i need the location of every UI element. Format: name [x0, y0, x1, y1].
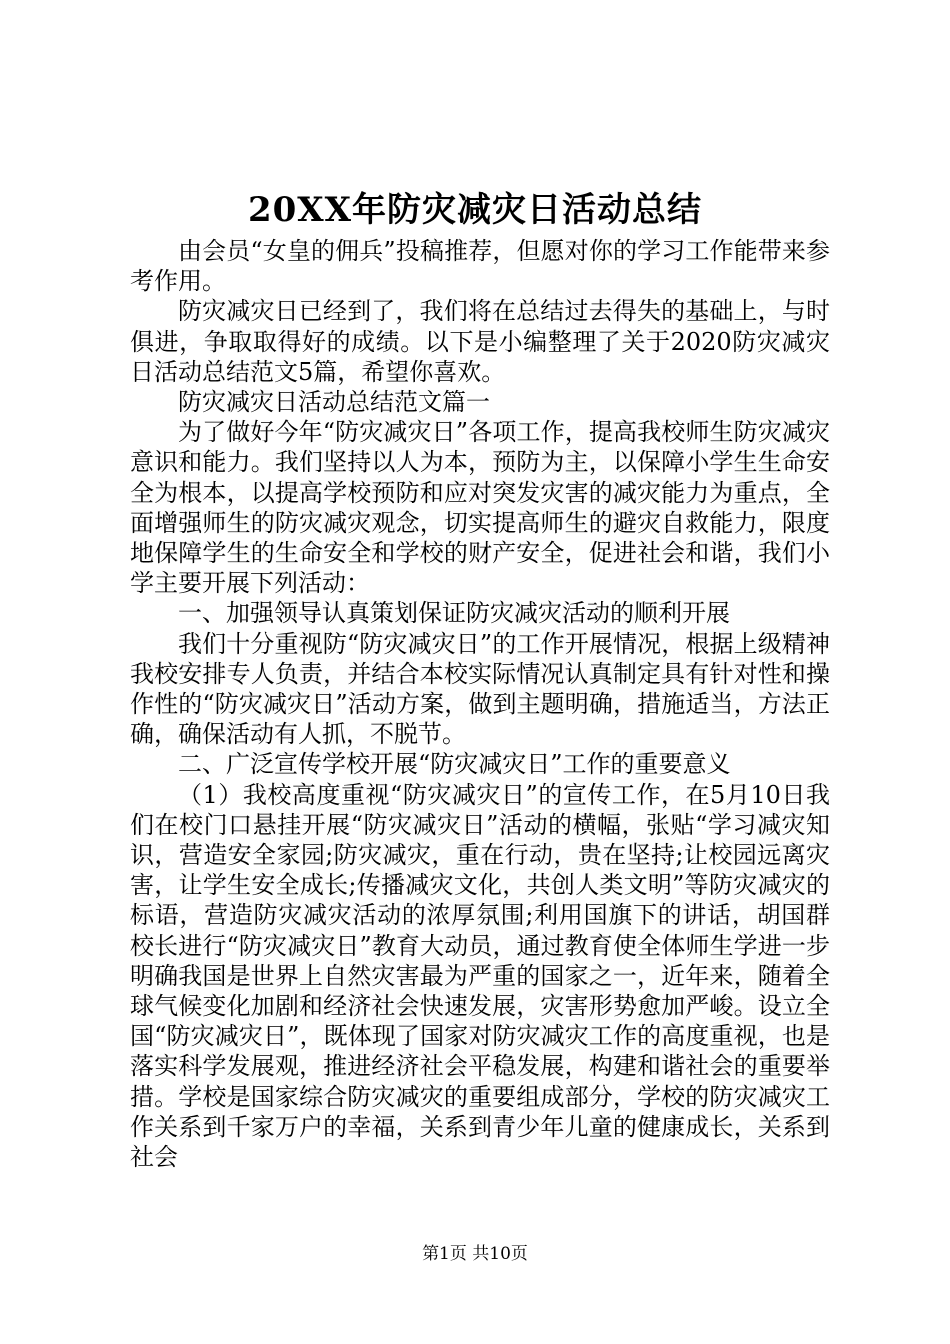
paragraph-preface: 防灾减灾日已经到了，我们将在总结过去得失的基础上，与时俱进，争取取得好的成绩。以下是小编整理了关于2020防灾减灾日活动总结范文5篇，希望你喜欢。: [130, 297, 830, 386]
paragraph-intro: 由会员“女皇的佣兵”投稿推荐，但愿对你的学习工作能带来参考作用。: [130, 237, 830, 296]
page-number: 第1页: [422, 1244, 467, 1264]
section-heading-sample-one: 防灾减灾日活动总结范文篇一: [178, 388, 490, 417]
section-heading-publicity: 二、广泛宣传学校开展“防灾减灾日”工作的重要意义: [178, 750, 731, 779]
document-body: [130, 236, 830, 1172]
document-title: 20XX年防灾减灾日活动总结: [247, 190, 703, 230]
page-total: 共10页: [472, 1244, 528, 1264]
page-footer: [0, 1242, 950, 1266]
paragraph-goals: 为了做好今年“防灾减灾日”各项工作，提高我校师生防灾减灾意识和能力。我们坚持以人为本，预防为主，以保障小学生生命安全为根本，以提高学校预防和应对突发灾害的减灾能力为重点，全面增强师生的防灾减灾观念，切实提高师生的避灾自救能力，限度地保障学生的生命安全和学校的财产安全，促进社会和谐，我们小学主要开展下列活动：: [130, 418, 830, 598]
paragraph-leadership: 我们十分重视防“防灾减灾日”的工作开展情况，根据上级精神我校安排专人负责，并结合本校实际情况认真制定具有针对性和操作性的“防灾减灾日”活动方案，做到主题明确，措施适当，方法正确，确保活动有人抓，不脱节。: [130, 629, 830, 749]
section-heading-leadership: 一、加强领导认真策划保证防灾减灾活动的顺利开展: [178, 599, 730, 628]
paragraph-publicity: （1）我校高度重视“防灾减灾日”的宣传工作，在5月10日我们在校门口悬挂开展“防灾减灾日”活动的横幅，张贴“学习减灾知识，营造安全家园;防灾减灾，重在行动，贵在坚持;让校园远离灾害，让学生安全成长;传播减灾文化，共创人类文明”等防灾减灾的标语，营造防灾减灾活动的浓厚氛围;利用国旗下的讲话，胡国群校长进行“防灾减灾日”教育大动员，通过教育使全体师生学进一步明确我国是世界上自然灾害最为严重的国家之一，近年来，随着全球气候变化加剧和经济社会快速发展，灾害形势愈加严峻。设立全国“防灾减灾日”，既体现了国家对防灾减灾工作的高度重视，也是落实科学发展观，推进经济社会平稳发展，构建和谐社会的重要举措。学校是国家综合防灾减灾的重要组成部分，学校的防灾减灾工作关系到千家万户的幸福，关系到青少年儿童的健康成长，关系到社会: [130, 780, 830, 1172]
